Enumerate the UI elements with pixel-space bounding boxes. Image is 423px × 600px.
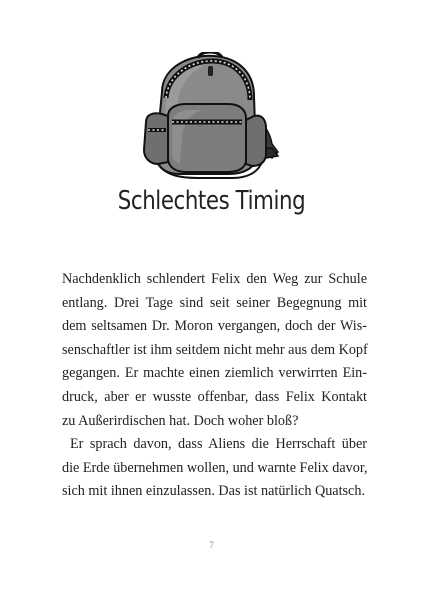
text-line: druck, aber er wusste offenbar, dass Felix Kontakt	[62, 388, 367, 405]
text-line: entlang. Drei Tage sind seit seiner Begegnung mit	[62, 294, 367, 311]
text-line: Nachdenklich schlendert Felix den Weg zur Schule	[62, 271, 367, 287]
text-line: zu Außerirdischen hat. Doch woher bloß?	[62, 412, 299, 429]
text-line: die Erde übernehmen wollen, und warnte Felix davor,	[62, 459, 368, 476]
page-number: 7	[209, 540, 214, 550]
text-line: gegangen. Er machte einen ziemlich verwirrten Ein-	[62, 365, 367, 382]
text-line: senschaftler ist ihm seitdem nicht mehr aus dem Kopf	[62, 341, 368, 358]
text-line: Er sprach davon, dass Aliens die Herrschaft über	[70, 436, 367, 453]
text-line: dem seltsamen Dr. Moron vergangen, doch der Wis-	[62, 318, 367, 335]
chapter-title: Schlechtes Timing	[117, 186, 306, 216]
backpack-icon	[132, 52, 282, 182]
body-text	[62, 268, 367, 504]
text-line: sich mit ihnen einzulassen. Das ist natürlich Quatsch.	[62, 483, 365, 500]
